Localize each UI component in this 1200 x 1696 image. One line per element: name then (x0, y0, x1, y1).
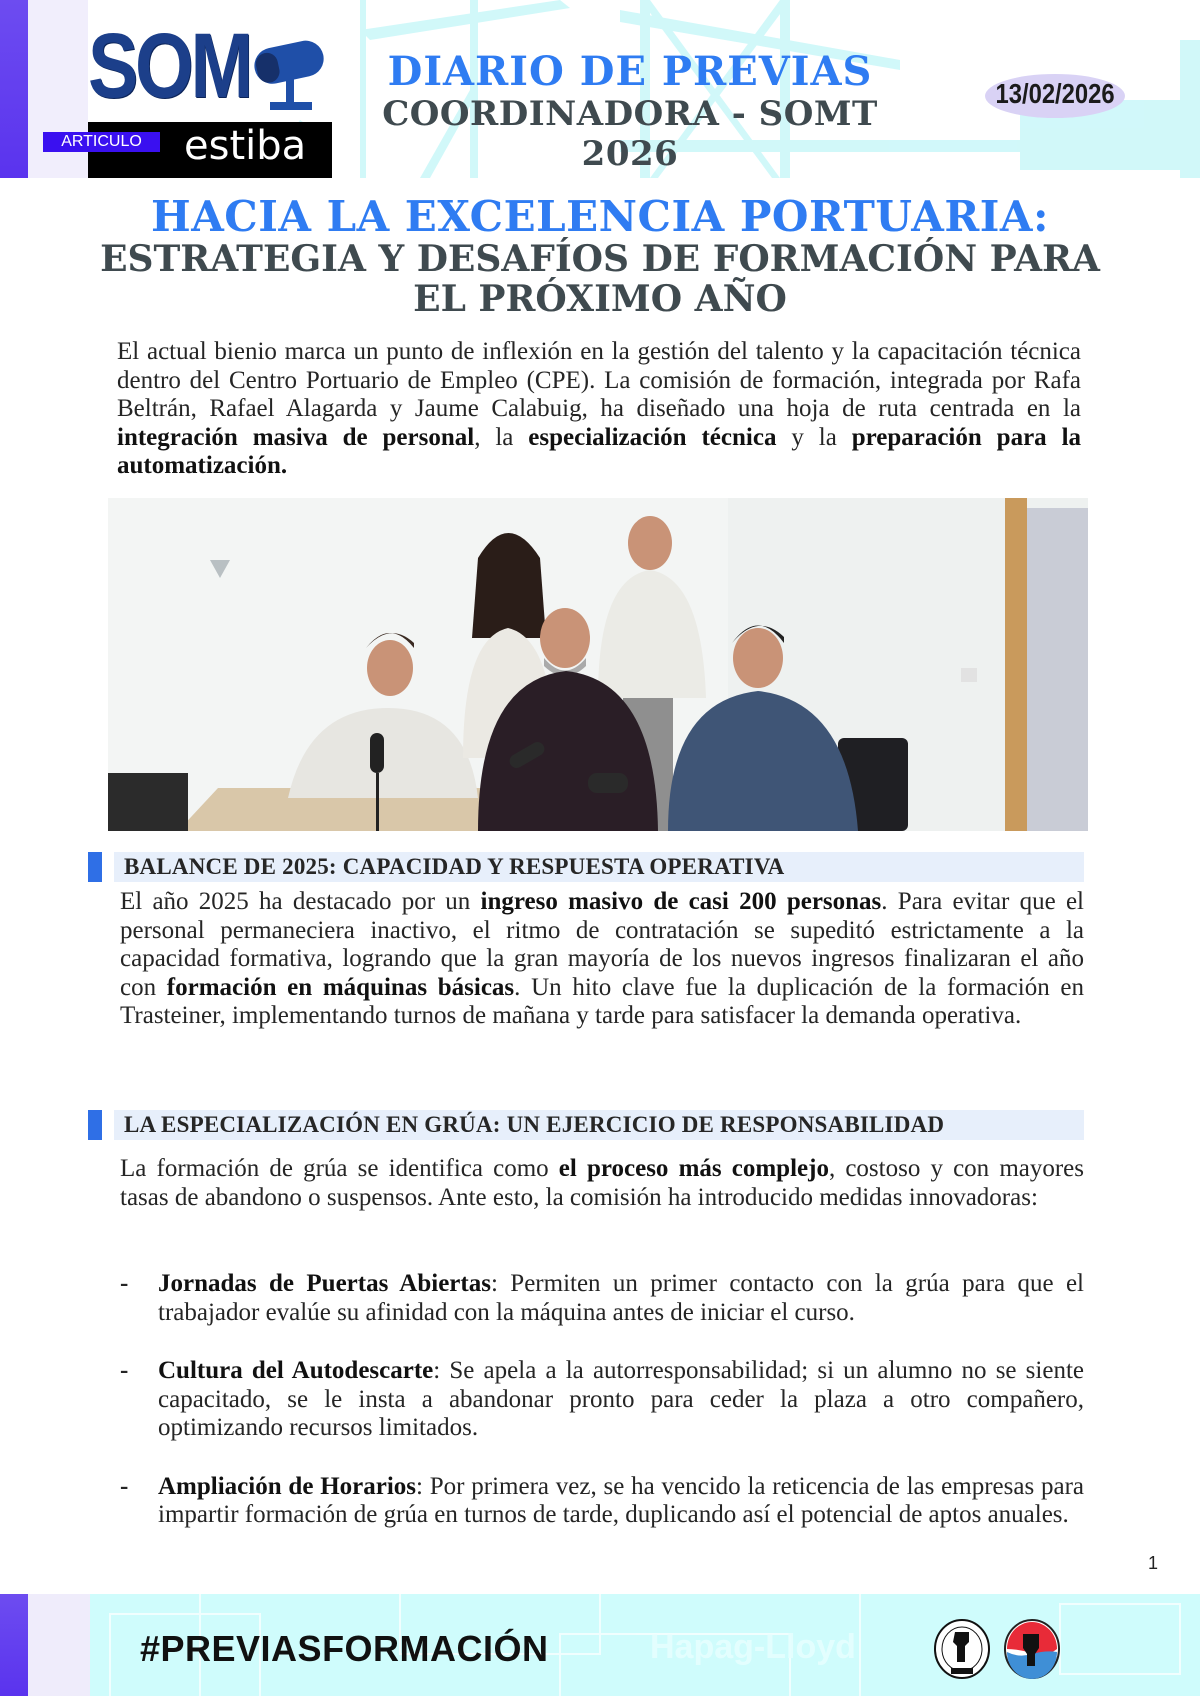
intro-text: El actual bienio marca un punto de inflexión en la gestión del talento y la capacitación técnica dentro del Centro Portuario de Empleo (CPE). La comisión de formación, integrada por Rafa Beltrán, Rafael Alagarda y Jaume Calabuig, ha diseñado una hoja de ruta centrada en la (117, 338, 1081, 422)
footer-accent-bar-light (28, 1594, 90, 1696)
team-photo (108, 498, 1088, 831)
team-photo-illustration (108, 498, 1088, 831)
headline-line-2: ESTRATEGIA Y DESAFÍOS DE FORMACIÓN PARA (100, 238, 1100, 281)
list-item (118, 1357, 1084, 1443)
intro-text: , la (474, 423, 529, 451)
paragraph-emphasis: ingreso masivo de casi 200 personas (480, 888, 882, 915)
masthead (0, 0, 1200, 178)
grua-paragraph (120, 1155, 1084, 1212)
intro-paragraph (117, 338, 1081, 481)
intro-emphasis: especialización técnica (528, 423, 777, 451)
article-tag: ARTICULO (43, 132, 160, 152)
intro-text: y la (776, 423, 852, 451)
paragraph-emphasis: formación en máquinas básicas (166, 973, 515, 1001)
left-accent-bar (0, 0, 28, 178)
list-item-text: : Permiten un primer contacto con la grúa para que el trabajador evalúe su afinidad con la máquina antes de iniciar el curso. (158, 1270, 1084, 1326)
section-title: LA ESPECIALIZACIÓN EN GRÚA: UN EJERCICIO DE RESPONSABILIDAD (124, 1112, 945, 1137)
list-item (118, 1270, 1084, 1327)
list-item-term: Jornadas de Puertas Abiertas (158, 1270, 491, 1297)
estibadores-seal-icon (933, 1618, 991, 1680)
watermark-text: Hapag-Lloyd (650, 1628, 856, 1666)
microphone-icon (248, 32, 332, 118)
bullet-dash: - (120, 1472, 129, 1500)
raised-fist-seal-icon (1003, 1618, 1061, 1680)
paragraph-text: El año 2025 ha destacado por un (120, 888, 481, 915)
section-heading-balance (88, 852, 1088, 884)
section-marker (88, 1110, 102, 1140)
bullet-dash: - (120, 1357, 129, 1384)
list-item-text: : Por primera vez, se ha vencido la reticencia de las empresas para impartir formación de grúa en turnos de tarde, duplicando así el potencial de aptos anuales. (158, 1472, 1084, 1528)
logo-som-text: SOM (88, 15, 251, 117)
list-item-term: Ampliación de Horarios (158, 1472, 417, 1500)
section-heading-grua (88, 1110, 1088, 1142)
section-marker (88, 852, 102, 882)
headline-line-3: EL PRÓXIMO AÑO (413, 277, 787, 320)
issue-date: 13/02/2026 (995, 78, 1115, 109)
masthead-title: DIARIO DE PREVIAS (387, 48, 873, 95)
hashtag: #PREVIASFORMACIÓN (140, 1628, 549, 1669)
list-item-term: Cultura del Autodescarte (158, 1357, 434, 1384)
page-number: 1 (1148, 1553, 1159, 1573)
intro-emphasis: preparación para la automatización. (117, 423, 1082, 479)
paragraph-text: . Para evitar que el personal permaneciera inactivo, el ritmo de contratación se supeditó estrictamente a la capacidad formativa, logrando que la gran mayoría de los nuevos ingresos finalizaran el año con (120, 888, 1084, 1001)
list-item (118, 1473, 1084, 1530)
paragraph-text: , costoso y con mayores tasas de abandono o suspensos. Ante esto, la comisión ha introducido medidas innovadoras: (120, 1155, 1085, 1211)
paragraph-text: La formación de grúa se identifica como (120, 1155, 559, 1182)
footer-accent-bar (0, 1594, 28, 1696)
logo-estiba-text: estiba (184, 123, 307, 169)
masthead-subtitle: COORDINADORA - SOMT 2026 (382, 94, 878, 174)
paragraph-text: . Un hito clave fue la duplicación de la formación en Trasteiner, implementando turnos de mañana y tarde para satisfacer la demanda operativa. (120, 973, 1084, 1029)
article-headline (60, 194, 1140, 319)
balance-paragraph (120, 888, 1084, 1031)
measures-list (118, 1270, 1084, 1560)
section-title: BALANCE DE 2025: CAPACIDAD Y RESPUESTA OPERATIVA (124, 854, 785, 879)
paragraph-emphasis: el proceso más complejo (558, 1155, 829, 1182)
intro-emphasis: integración masiva de personal (117, 423, 475, 451)
footer-banner (0, 1594, 1200, 1696)
list-item-text: : Se apela a la autorresponsabilidad; si un alumno no se siente capacitado, se le insta a abandonar pronto para ceder la plaza a otro compañero, optimizando recursos limitados. (158, 1357, 1084, 1441)
headline-line-1: HACIA LA EXCELENCIA PORTUARIA: (151, 192, 1049, 241)
bullet-dash: - (120, 1270, 129, 1297)
